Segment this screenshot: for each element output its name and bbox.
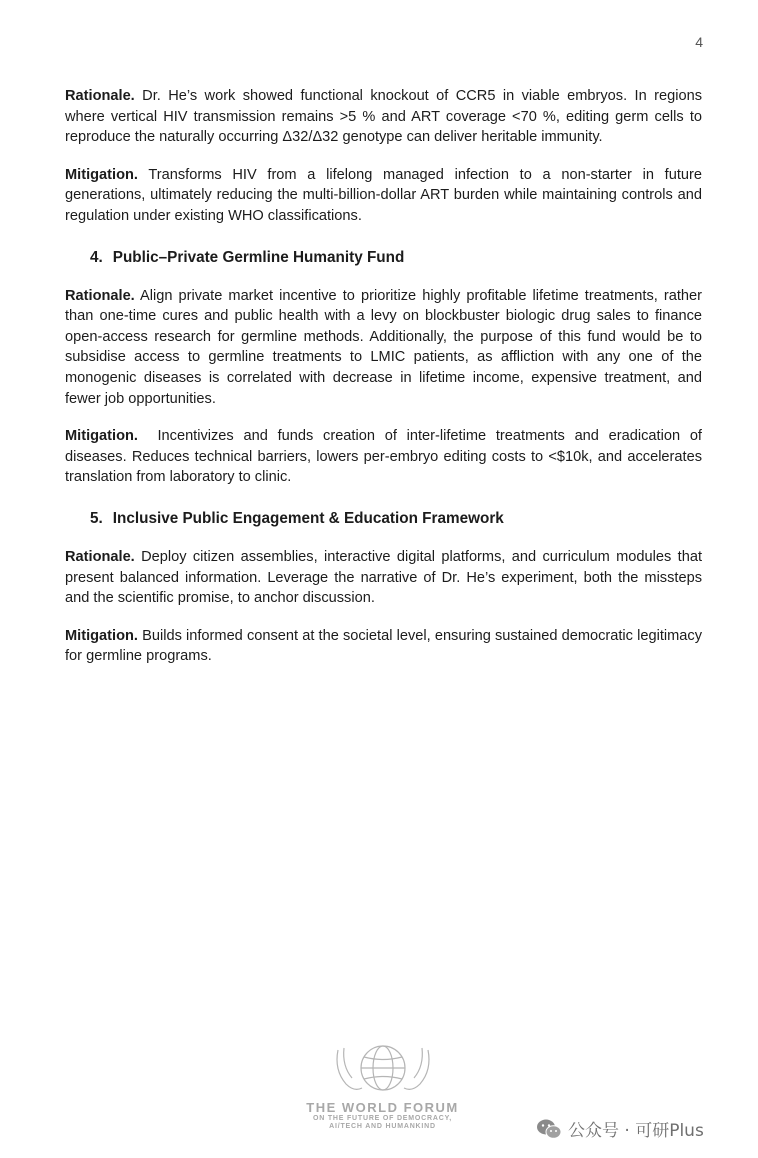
paragraph-text: Dr. He’s work showed functional knockout of CCR5 in viable embryos. In regions where vertical HIV transmission remains >5 % and ART coverage <70 %, editing germ cells to reproduce the naturally occurring Δ32/Δ32 genotype can deliver heritable immunity. [65,88,707,146]
paragraph-label: Rationale. [65,88,135,104]
wechat-icon [536,1118,562,1140]
world-forum-logo [290,1040,475,1131]
section-number: 4. [90,248,103,266]
paragraph-label: Mitigation. [65,627,138,644]
mitigation-paragraph [65,626,707,667]
logo-subtitle-line1: ON THE FUTURE OF DEMOCRACY, [312,1115,453,1122]
paragraph-label: Mitigation. [65,166,138,183]
section-title: Inclusive Public Engagement & Education Framework [112,509,504,527]
section-title: Public–Private Germline Humanity Fund [112,248,405,266]
paragraph-label: Rationale. [65,287,135,304]
wechat-watermark [536,1116,704,1141]
paragraph-text: Builds informed consent at the societal level, ensuring sustained democratic legitimacy for germline programs. [65,627,707,665]
paragraph-label: Rationale. [65,548,135,565]
page-number: 4 [695,34,703,50]
document-body [65,86,707,684]
watermark-text: 公众号 · 可研Plus [568,1121,704,1141]
section-number: 5. [90,509,103,527]
paragraph-text: Transforms HIV from a lifelong managed infection to a non-starter in future generations, ultimately reducing the multi-billion-dollar ART burden while maintaining controls and regulation under existing WHO classifications. [65,166,707,224]
mitigation-paragraph [65,426,707,488]
mitigation-paragraph [65,165,707,227]
section-heading [90,510,702,528]
paragraph-text: Deploy citizen assemblies, interactive digital platforms, and curriculum modules that present balanced information. Leverage the narrative of Dr. He’s experiment, both the missteps and the scientific promise, to anchor discussion. [65,548,707,607]
rationale-paragraph [65,86,707,148]
globe-hands-icon [328,1040,438,1098]
rationale-paragraph [65,286,707,410]
paragraph-text: Align private market incentive to prioritize highly profitable lifetime treatments, rather than one-time cures and public health with a levy on blockbuster biologic drug sales to finance open-access research for germline methods. Additionally, the purpose of this fund would be to subsidise access to germline treatments to LMIC patients, as affliction with any one of the monogenic diseases is correlated with decrease in lifetime income, expensive treatment, and fewer job opportunities. [65,287,707,407]
section-heading [90,249,702,267]
paragraph-label: Mitigation. [65,428,138,445]
paragraph-text: Incentivizes and funds creation of inter-lifetime treatments and eradication of diseases. Reduces technical barriers, lowers per-embryo editing costs to <$10k, and accelerates translation from laboratory to clinic. [65,428,707,486]
logo-subtitle-line2: AI/TECH AND HUMANKIND [329,1123,436,1130]
logo-title: THE WORLD FORUM [306,1100,459,1115]
rationale-paragraph [65,547,707,609]
